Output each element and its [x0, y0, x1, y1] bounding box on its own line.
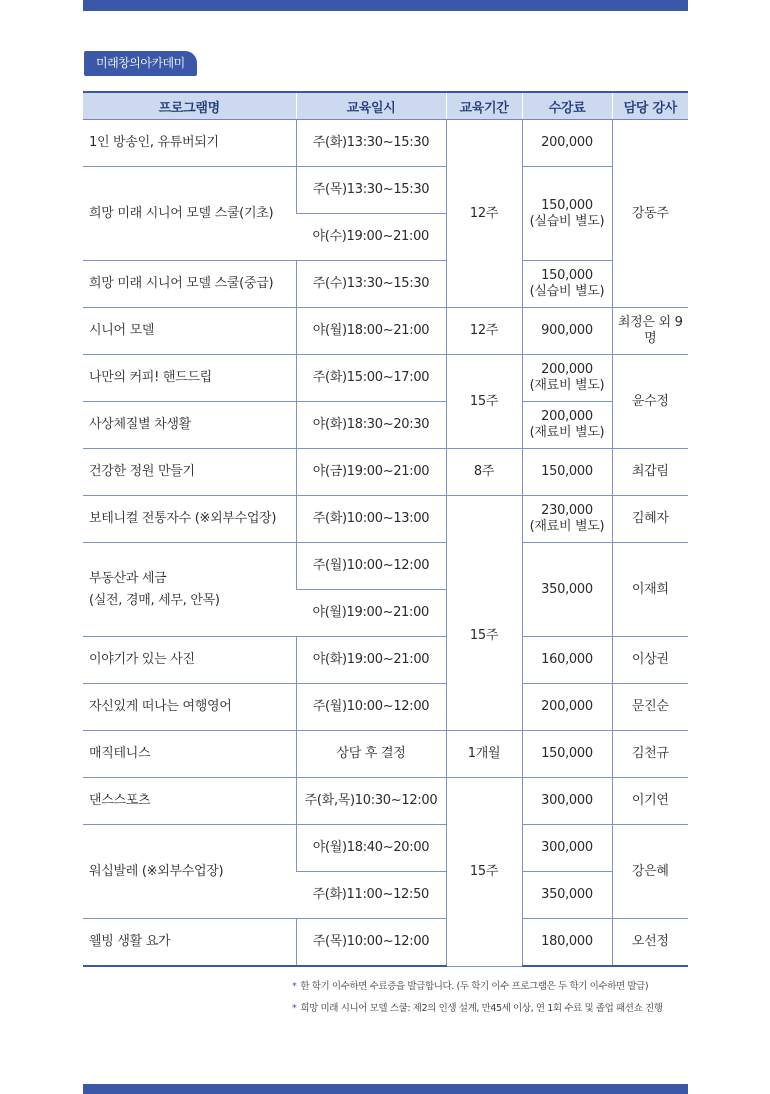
schedule-time: 야(화)19:00~21:00 — [296, 637, 446, 684]
table-row — [83, 684, 688, 731]
teacher: 강동주 — [612, 120, 688, 308]
program-name: 희망 미래 시니어 모델 스쿨(기초) — [83, 167, 296, 261]
teacher: 김혜자 — [612, 496, 688, 543]
table-header-row — [83, 92, 688, 120]
fee-amount: 150,000 — [541, 197, 593, 213]
teacher: 최갑림 — [612, 449, 688, 496]
teacher: 이재희 — [612, 543, 688, 637]
fee — [522, 402, 612, 449]
table-row — [83, 543, 688, 590]
schedule-time: 야(수)19:00~21:00 — [296, 214, 446, 261]
asterisk-mark: * — [292, 1003, 297, 1014]
fee: 300,000 — [522, 778, 612, 825]
program-name: 댄스스포츠 — [83, 778, 296, 825]
fee: 180,000 — [522, 919, 612, 967]
fee-note: (실습비 별도) — [529, 284, 605, 299]
teacher: 강은혜 — [612, 825, 688, 919]
section-tag: 미래창의아카데미 — [84, 51, 197, 76]
schedule-time: 주(화,목)10:30~12:00 — [296, 778, 446, 825]
program-name-note: (실전, 경매, 세무, 안목) — [89, 592, 220, 608]
teacher: 오선정 — [612, 919, 688, 967]
table-row — [83, 496, 688, 543]
table-row — [83, 261, 688, 308]
header-fee: 수강료 — [522, 92, 612, 120]
duration: 15주 — [446, 355, 522, 449]
duration: 15주 — [446, 778, 522, 967]
teacher: 윤수정 — [612, 355, 688, 449]
duration: 12주 — [446, 308, 522, 355]
header-teacher: 담당 강사 — [612, 92, 688, 120]
table-row — [83, 731, 688, 778]
fee-amount: 150,000 — [541, 268, 593, 283]
schedule-time: 주(월)10:00~12:00 — [296, 684, 446, 731]
fee: 900,000 — [522, 308, 612, 355]
fee: 300,000 — [522, 825, 612, 872]
header-schedule: 교육일시 — [296, 92, 446, 120]
footnote-text: 한 학기 이수하면 수료증을 발급합니다. (두 학기 이수 프로그램은 두 학기 이수하면 발급) — [300, 981, 649, 992]
fee-note: (재료비 별도) — [529, 519, 605, 534]
duration: 8주 — [446, 449, 522, 496]
fee-note: (실습비 별도) — [529, 213, 605, 229]
program-name: 이야기가 있는 사진 — [83, 637, 296, 684]
teacher: 이상권 — [612, 637, 688, 684]
duration — [446, 496, 522, 731]
table-row — [83, 637, 688, 684]
program-name: 나만의 커피! 핸드드립 — [83, 355, 296, 402]
schedule-time: 주(목)10:00~12:00 — [296, 919, 446, 967]
schedule-time: 야(화)18:30~20:30 — [296, 402, 446, 449]
schedule-time: 주(화)10:00~13:00 — [296, 496, 446, 543]
fee — [522, 496, 612, 543]
table-row — [83, 919, 688, 967]
program-name: 1인 방송인, 유튜버되기 — [83, 120, 296, 167]
schedule-time: 야(월)19:00~21:00 — [296, 590, 446, 637]
schedule-time: 야(금)19:00~21:00 — [296, 449, 446, 496]
table-row — [83, 402, 688, 449]
fee-note: (재료비 별도) — [529, 425, 605, 440]
fee: 160,000 — [522, 637, 612, 684]
fee: 200,000 — [522, 120, 612, 167]
schedule-time: 주(수)13:30~15:30 — [296, 261, 446, 308]
program-name: 자신있게 떠나는 여행영어 — [83, 684, 296, 731]
fee — [522, 355, 612, 402]
schedule-time: 주(화)15:00~17:00 — [296, 355, 446, 402]
footnotes — [292, 978, 663, 1022]
table-row — [83, 308, 688, 355]
footnote — [292, 1000, 663, 1014]
duration: 12주 — [446, 120, 522, 308]
fee-amount: 200,000 — [541, 409, 593, 424]
fee-amount: 230,000 — [541, 503, 593, 518]
program-name: 건강한 정원 만들기 — [83, 449, 296, 496]
schedule-time: 야(월)18:40~20:00 — [296, 825, 446, 872]
program-name: 웰빙 생활 요가 — [83, 919, 296, 967]
teacher: 문진순 — [612, 684, 688, 731]
teacher: 이기연 — [612, 778, 688, 825]
schedule-time: 상담 후 결정 — [296, 731, 446, 778]
schedule-time: 주(화)13:30~15:30 — [296, 120, 446, 167]
fee: 350,000 — [522, 872, 612, 919]
fee: 150,000 — [522, 449, 612, 496]
program-name: 워십발레 (※외부수업장) — [83, 825, 296, 919]
footnote-text: 희망 미래 시니어 모델 스쿨: 제2의 인생 설계, 만45세 이상, 연 1회 수료 및 졸업 패션쇼 진행 — [300, 1003, 663, 1014]
fee: 150,000 — [522, 731, 612, 778]
teacher: 최정은 외 9명 — [612, 308, 688, 355]
program-schedule-table — [83, 91, 688, 967]
fee — [522, 261, 612, 308]
table-row — [83, 167, 688, 214]
footnote — [292, 978, 663, 992]
table-row — [83, 120, 688, 167]
header-duration: 교육기간 — [446, 92, 522, 120]
fee-note: (재료비 별도) — [529, 378, 605, 393]
program-name-main: 부동산과 세금 — [89, 570, 167, 586]
program-name: 희망 미래 시니어 모델 스쿨(중급) — [83, 261, 296, 308]
duration: 1개월 — [446, 731, 522, 778]
program-name: 매직테니스 — [83, 731, 296, 778]
schedule-time: 주(월)10:00~12:00 — [296, 543, 446, 590]
program-name: 시니어 모델 — [83, 308, 296, 355]
bottom-accent-bar — [83, 1084, 688, 1094]
table-row — [83, 825, 688, 872]
program-name: 보테니컬 전통자수 (※외부수업장) — [83, 496, 296, 543]
schedule-time: 야(월)18:00~21:00 — [296, 308, 446, 355]
asterisk-mark: * — [292, 981, 297, 992]
fee: 200,000 — [522, 684, 612, 731]
program-name: 사상체질별 차생활 — [83, 402, 296, 449]
duration-value: 15주 — [469, 628, 499, 643]
header-program: 프로그램명 — [83, 92, 296, 120]
schedule-time: 주(화)11:00~12:50 — [296, 872, 446, 919]
fee — [522, 167, 612, 261]
fee-amount: 200,000 — [541, 362, 593, 377]
schedule-time: 주(목)13:30~15:30 — [296, 167, 446, 214]
table-row — [83, 449, 688, 496]
top-accent-bar — [83, 0, 688, 11]
table-row — [83, 355, 688, 402]
program-name — [83, 543, 296, 637]
fee: 350,000 — [522, 543, 612, 637]
table-row — [83, 778, 688, 825]
teacher: 김천규 — [612, 731, 688, 778]
